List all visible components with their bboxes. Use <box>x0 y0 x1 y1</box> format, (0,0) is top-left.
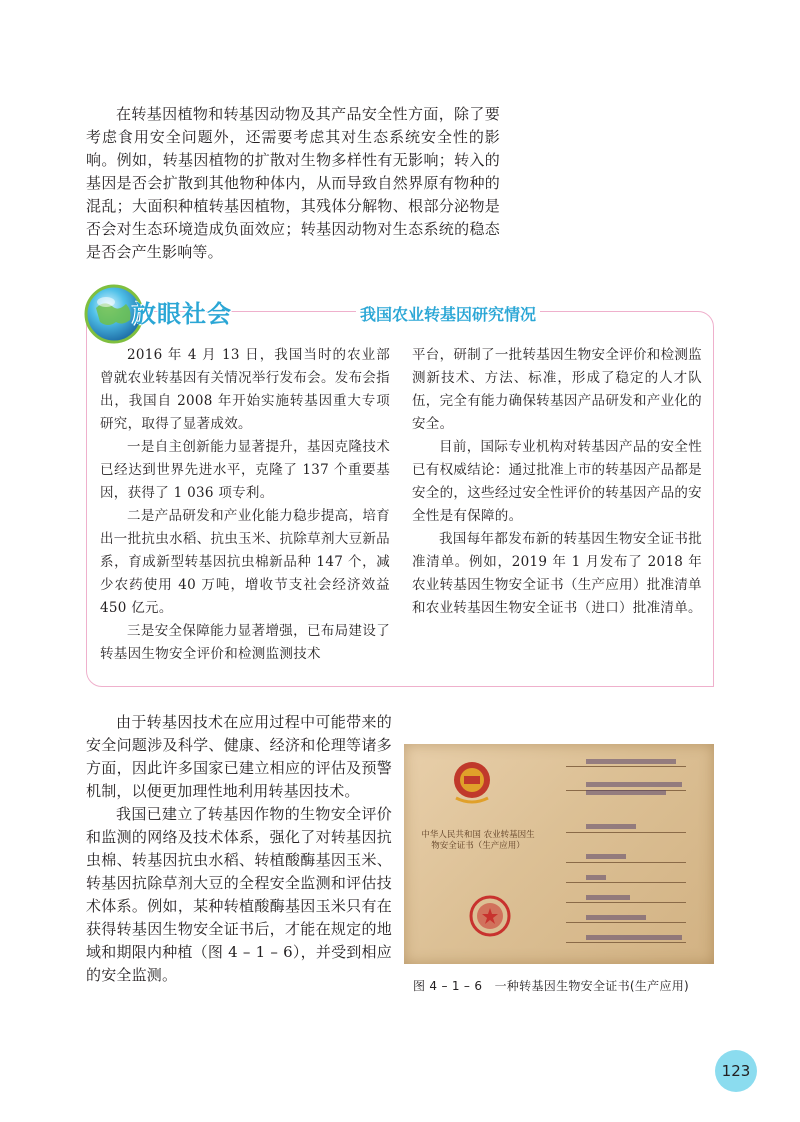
sidebar-paragraph: 目前，国际专业机构对转基因产品的安全性已有权威结论：通过批准上市的转基因产品都是安全的，这些经过安全性评价的转基因产品的安全性是有保障的。 <box>412 439 702 524</box>
national-emblem-icon <box>450 758 494 806</box>
official-seal-icon <box>468 894 512 938</box>
sidebar-paragraph: 二是产品研发和产业化能力稳步提高，培育出一批抗虫水稻、抗虫玉米、抗除草剂大豆新品系，育成新型转基因抗虫棉新品种 147 个，减少农药使用 40 万吨，增收节支社会经济效益 450 亿元。 <box>100 508 390 616</box>
intro-paragraph <box>86 103 500 264</box>
figure-caption: 图 4 – 1 – 6 一种转基因生物安全证书(生产应用) <box>413 979 690 993</box>
sidebar-paragraph: 三是安全保障能力显著增强，已布局建设了转基因生物安全评价和检测监测技术 <box>100 623 390 662</box>
sidebar-paragraph: 2016 年 4 月 13 日，我国当时的农业部曾就农业转基因有关情况举行发布会。发布会指出，我国自 2008 年开始实施转基因重大专项研究，取得了显著成效。 <box>100 347 390 432</box>
sidebar-paragraph: 一是自主创新能力显著提升，基因克隆技术已经达到世界先进水平，克隆了 137 个重要基因，获得了 1 036 项专利。 <box>100 439 390 501</box>
sidebar-right-column <box>412 344 702 620</box>
body-paragraph: 我国已建立了转基因作物的生物安全评价和监测的网络及技术体系，强化了对转基因抗虫棉、转基因抗虫水稻、转植酸酶基因玉米、转基因抗除草剂大豆的全程安全监测和评估技术体系。例如，某种转植酸酶基因玉米只有在获得转基因生物安全证书后，才能在规定的地域和期限内种植（图 4 – 1 – 6），并受到相应的安全监测。 <box>86 805 392 984</box>
body-text <box>86 711 392 987</box>
sidebar-left-column <box>100 344 390 666</box>
certificate-title: 中华人民共和国 农业转基因生物安全证书（生产应用） <box>421 830 535 851</box>
sidebar-paragraph: 我国每年都发布新的转基因生物安全证书批准清单。例如，2019 年 1 月发布了 2018 年农业转基因生物安全证书（生产应用）批准清单和农业转基因生物安全证书（进口）批准清单。 <box>412 531 702 616</box>
sidebar-box-title: 我国农业转基因研究情况 <box>356 302 540 325</box>
body-paragraph: 由于转基因技术在应用过程中可能带来的安全问题涉及科学、健康、经济和伦理等诸多方面，因此许多国家已建立相应的评估及预警机制，以便更加理性地利用转基因技术。 <box>86 713 392 800</box>
sidebar-paragraph-continued: 平台，研制了一批转基因生物安全评价和检测监测新技术、方法、标准，形成了稳定的人才队伍，完全有能力确保转基因产品研发和产业化的安全。 <box>412 347 702 432</box>
section-badge-label: 放眼社会 <box>132 300 232 328</box>
page-number: 123 <box>715 1050 757 1092</box>
certificate-figure <box>404 744 714 964</box>
intro-text: 在转基因植物和转基因动物及其产品安全性方面，除了要考虑食用安全问题外，还需要考虑其对生态系统安全性的影响。例如，转基因植物的扩散对生物多样性有无影响；转入的基因是否会扩散到其他物种体内，从而导致自然界原有物种的混乱；大面积种植转基因植物，其残体分解物、根部分泌物是否会对生态环境造成负面效应；转基因动物对生态系统的稳态是否会产生影响等。 <box>86 105 500 261</box>
